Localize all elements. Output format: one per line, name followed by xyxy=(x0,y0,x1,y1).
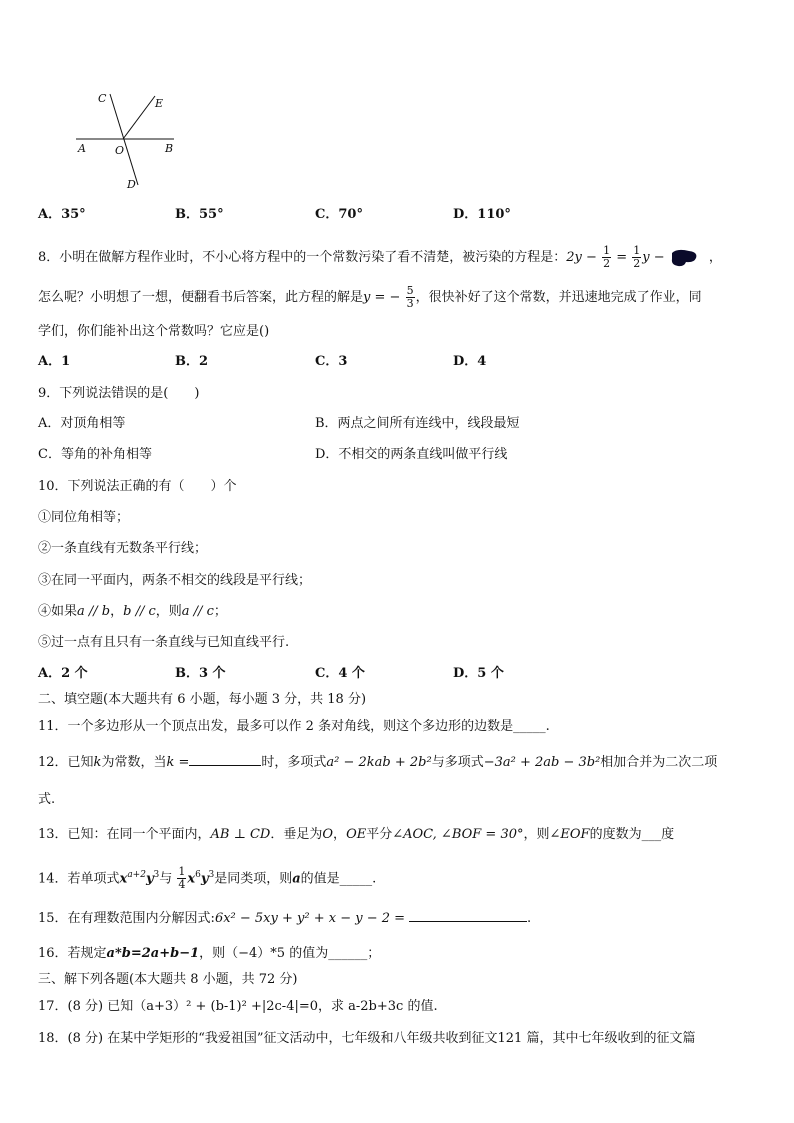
q8-line3: 学们，你们能补出这个常数吗？它应是() xyxy=(38,324,270,339)
q8-option-c[interactable]: C．3 xyxy=(315,354,348,369)
section-3-heading: 三、解下列各题(本大题共 8 小题，共 72 分) xyxy=(38,972,298,987)
q10-math-3: a // c xyxy=(181,604,214,619)
q14-m2-sup: 6 xyxy=(195,870,201,880)
q10-item-4 xyxy=(38,603,227,621)
label-o: O xyxy=(115,144,125,157)
label-e: E xyxy=(155,97,164,110)
q13-mid3: 平分 xyxy=(366,827,393,842)
label-b: B xyxy=(165,142,174,155)
q12-poly2: −3a² + 2ab − 3b² xyxy=(483,755,601,770)
q8-frac-3 xyxy=(406,285,415,310)
q14-m1b: y xyxy=(145,871,154,887)
q10-option-b[interactable]: B．3 个 xyxy=(175,666,226,681)
q14-m2: x xyxy=(187,871,196,887)
q10-item-4-pre: ④如果 xyxy=(38,604,78,619)
q13-m3: OE xyxy=(346,827,367,842)
q13-m1: AB ⊥ CD xyxy=(210,827,271,842)
q12-answer-blank[interactable] xyxy=(189,753,261,766)
q13-mid1: ．垂足为 xyxy=(270,827,323,842)
q8-text-1: 8．小明在做解方程作业时，不小心将方程中的一个常数污染了看不清楚，被污染的方程是： xyxy=(38,250,567,265)
q9-option-b[interactable]: B．两点之间所有连线中，线段最短 xyxy=(315,416,520,431)
q7-option-b[interactable]: B．55° xyxy=(175,207,224,222)
q8-solution: y = − xyxy=(363,290,401,305)
q14-frac xyxy=(177,866,186,891)
q12-mid1: 为常数，当 xyxy=(101,755,167,770)
q14-a: a xyxy=(292,871,301,887)
q15-answer-blank[interactable] xyxy=(409,909,527,922)
angle-figure xyxy=(60,84,200,194)
q11: 11．一个多边形从一个顶点出发，最多可以作 2 条对角线，则这个多边形的边数是_____. xyxy=(38,719,550,734)
q8-frac-1-den: 2 xyxy=(603,257,611,270)
q10-option-a[interactable]: A．2 个 xyxy=(38,666,88,681)
q8-option-b[interactable]: B．2 xyxy=(175,354,209,369)
q12-mid3: 与多项式 xyxy=(431,755,484,770)
q12-keq: k = xyxy=(166,755,190,770)
q12-mid2: 时，多项式 xyxy=(261,755,327,770)
q10-item-3: ③在同一平面内，两条不相交的线段是平行线； xyxy=(38,573,312,588)
label-a: A xyxy=(78,142,86,155)
q8-text-2: 怎么呢？小明想了一想，便翻看书后答案，此方程的解是 xyxy=(38,290,364,305)
q10-math-2: b // c xyxy=(123,604,156,619)
q10-item-4-mid1: ， xyxy=(110,604,124,619)
label-c: C xyxy=(98,92,107,105)
q12-k: k xyxy=(93,755,102,770)
q14-frac-den: 4 xyxy=(178,878,186,892)
q13-m2: O xyxy=(322,827,334,842)
q14-post: 是同类项，则 xyxy=(214,871,293,887)
q8-option-d[interactable]: D．4 xyxy=(453,354,487,369)
q16-pre: 16．若规定 xyxy=(38,946,107,961)
q10-item-4-mid2: ，则 xyxy=(155,604,182,619)
q14-mid: 与 xyxy=(159,871,173,887)
q9-option-a[interactable]: A．对顶角相等 xyxy=(38,416,126,431)
q12-line1 xyxy=(38,753,717,772)
q10-item-1: ①同位角相等； xyxy=(38,510,130,525)
q16-rule: a*b=2a+b−1 xyxy=(106,946,200,961)
q8-frac-3-num: 5 xyxy=(406,284,414,297)
ray-oe xyxy=(123,96,155,139)
q9-option-d[interactable]: D．不相交的两条直线叫做平行线 xyxy=(315,447,508,462)
q8-frac-1-num: 1 xyxy=(603,244,611,257)
q8-frac-3-den: 3 xyxy=(406,297,414,310)
q8-line1 xyxy=(38,245,722,270)
q8-eq-post: y − xyxy=(642,250,665,265)
q10-math-1: a // b xyxy=(77,604,111,619)
q13-mid2: ， xyxy=(333,827,347,842)
q8-text-3: ，很快补好了这个常数，并迅速地完成了作业，同 xyxy=(415,290,702,305)
q14-m2b-sup: 3 xyxy=(208,870,215,880)
q9-stem: 9．下列说法错误的是( ) xyxy=(38,386,200,401)
q14-frac-num: 1 xyxy=(178,865,186,879)
q18: 18．(8 分) 在某中学矩形的“我爱祖国”征文活动中，七年级和八年级共收到征文121 篇，其中七年级收到的征文篇 xyxy=(38,1031,696,1046)
q7-option-a[interactable]: A．35° xyxy=(38,207,86,222)
label-d: D xyxy=(127,178,136,191)
q10-item-2: ②一条直线有无数条平行线； xyxy=(38,541,208,556)
q8-eq-pre: 2y − xyxy=(566,250,597,265)
q8-line2 xyxy=(38,285,702,310)
q14-end: 的值是_____. xyxy=(300,871,377,887)
q8-frac-2 xyxy=(632,245,641,270)
q10-option-d[interactable]: D．5 个 xyxy=(453,666,504,681)
q12-line2: 式. xyxy=(38,792,56,807)
q15-expr: 6x² − 5xy + y² + x − y − 2 = xyxy=(214,911,406,926)
q10-item-5: ⑤过一点有且只有一条直线与已知直线平行. xyxy=(38,635,290,650)
q8-frac-2-den: 2 xyxy=(633,257,641,270)
q13-pre: 13．已知：在同一个平面内， xyxy=(38,827,211,842)
q10-option-c[interactable]: C．4 个 xyxy=(315,666,365,681)
q8-frac-2-num: 1 xyxy=(633,244,641,257)
q10-stem: 10．下列说法正确的有（ ）个 xyxy=(38,479,237,494)
q8-frac-1 xyxy=(602,245,611,270)
ink-stain-icon xyxy=(669,248,699,268)
q7-option-c[interactable]: C．70° xyxy=(315,207,363,222)
q8-text-end: ， xyxy=(708,250,722,265)
q15-end: . xyxy=(527,911,532,926)
q10-item-4-end: ； xyxy=(213,604,227,619)
q8-equals: = xyxy=(616,250,628,265)
q12-poly1: a² − 2kab + 2b² xyxy=(326,755,432,770)
q13-mid4: ，则 xyxy=(523,827,550,842)
q14-m2b: y xyxy=(200,871,209,887)
section-2-heading: 二、填空题(本大题共有 6 小题，每小题 3 分，共 18 分) xyxy=(38,692,367,707)
q14-m1: x xyxy=(119,871,128,887)
q15 xyxy=(38,909,531,928)
q12-post: 相加合并为二次二项 xyxy=(600,755,718,770)
q16-post: ，则（−4）*5 的值为______； xyxy=(199,946,381,961)
q14 xyxy=(38,866,376,891)
q13 xyxy=(38,826,674,844)
q13-m5: ∠EOF xyxy=(549,827,590,842)
q14-pre: 14．若单项式 xyxy=(38,871,120,887)
q8-option-a[interactable]: A．1 xyxy=(38,354,71,369)
q13-m4: ∠AOC, ∠BOF = 30° xyxy=(392,827,524,842)
q13-post: 的度数为___度 xyxy=(589,827,675,842)
q12-pre: 12．已知 xyxy=(38,755,94,770)
q14-m1-sup: a+2 xyxy=(127,870,146,880)
q15-pre: 15．在有理数范围内分解因式: xyxy=(38,911,215,926)
q14-m1b-sup: 3 xyxy=(153,870,160,880)
q17: 17．(8 分) 已知（a+3）² + (b-1)² +|2c-4|=0，求 a-2b+3c 的值. xyxy=(38,999,438,1014)
q16 xyxy=(38,945,380,963)
q7-option-d[interactable]: D．110° xyxy=(453,207,511,222)
q9-option-c[interactable]: C．等角的补角相等 xyxy=(38,447,152,462)
